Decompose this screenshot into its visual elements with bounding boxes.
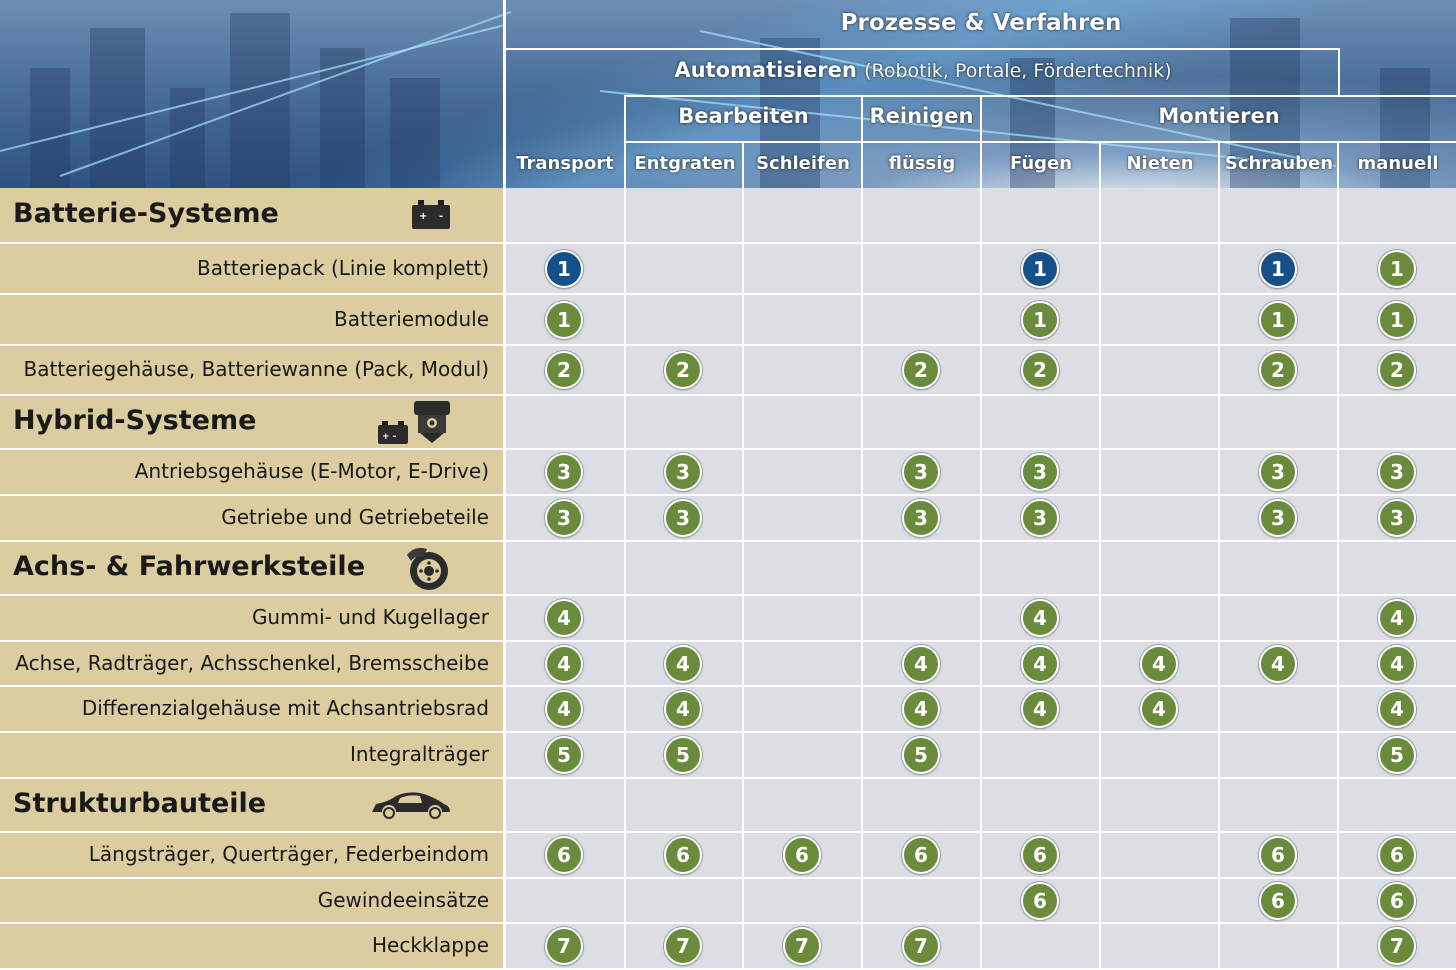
- process-marker: 6: [1021, 882, 1059, 920]
- automation-label: Automatisieren: [674, 58, 857, 82]
- column-header-4: Fügen: [1009, 153, 1073, 174]
- process-marker: 3: [1021, 453, 1059, 491]
- column-divider: [980, 188, 982, 970]
- section-header: [0, 542, 504, 596]
- group-bearbeiten: Bearbeiten: [678, 104, 809, 128]
- section-title: Hybrid-Systeme: [13, 405, 257, 436]
- process-marker: 7: [545, 927, 583, 965]
- process-marker: 2: [664, 351, 702, 389]
- process-marker: 3: [1378, 499, 1416, 537]
- row-label-text: Längsträger, Querträger, Federbeindom: [88, 842, 489, 866]
- process-marker: 4: [1259, 645, 1297, 683]
- group-reinigen: Reinigen: [869, 104, 974, 128]
- row-label-text: Gewindeeinsätze: [317, 888, 489, 912]
- section-title: Batterie-Systeme: [13, 198, 279, 229]
- svg-text:+ -: + -: [382, 432, 397, 442]
- column-header-2: Schleifen: [756, 153, 850, 174]
- column-divider: [1218, 188, 1220, 970]
- row-label-text: Antriebsgehäuse (E-Motor, E-Drive): [134, 459, 489, 483]
- svg-text:-: -: [439, 211, 444, 222]
- automation-detail: (Robotik, Portale, Fördertechnik): [864, 60, 1172, 82]
- process-marker: 4: [1378, 690, 1416, 728]
- process-marker: 3: [1259, 453, 1297, 491]
- process-marker: 4: [1378, 645, 1416, 683]
- section-header: [0, 188, 504, 244]
- process-marker: 1: [1021, 250, 1059, 288]
- process-marker: 2: [1378, 351, 1416, 389]
- process-marker: 7: [664, 927, 702, 965]
- process-marker: 4: [902, 645, 940, 683]
- table-row-label: [0, 687, 504, 733]
- column-header-6: Schrauben: [1224, 153, 1334, 174]
- process-marker: 1: [1021, 301, 1059, 339]
- process-marker: 1: [545, 250, 583, 288]
- car-body-icon: [370, 790, 452, 827]
- column-header-3: flüssig: [888, 153, 956, 174]
- process-marker: 7: [783, 927, 821, 965]
- process-marker: 3: [545, 499, 583, 537]
- process-marker: 6: [783, 836, 821, 874]
- process-marker: 7: [902, 927, 940, 965]
- process-marker: 5: [902, 736, 940, 774]
- process-marker: 3: [1259, 499, 1297, 537]
- process-marker: 5: [545, 736, 583, 774]
- row-label-text: Integralträger: [350, 742, 489, 766]
- process-marker: 4: [664, 645, 702, 683]
- table-row-label: [0, 295, 504, 346]
- label-divider: [503, 0, 506, 970]
- column-divider: [624, 188, 626, 970]
- hybrid-engine-icon: [378, 399, 452, 452]
- process-marker: 4: [1021, 599, 1059, 637]
- process-marker: 1: [1259, 301, 1297, 339]
- row-label-text: Batteriegehäuse, Batteriewanne (Pack, Modul): [23, 357, 489, 381]
- process-marker: 3: [1021, 499, 1059, 537]
- row-label-text: Batteriemodule: [334, 307, 489, 331]
- process-marker: 3: [1378, 453, 1416, 491]
- process-marker: 4: [1021, 645, 1059, 683]
- row-label-text: Getriebe und Getriebeteile: [221, 505, 489, 529]
- battery-icon: [411, 200, 451, 237]
- process-marker: 2: [1259, 351, 1297, 389]
- column-header-0: Transport: [516, 153, 614, 174]
- column-header-1: Entgraten: [634, 153, 736, 174]
- process-marker: 4: [545, 645, 583, 683]
- process-marker: 7: [1378, 927, 1416, 965]
- section-header: [0, 779, 504, 833]
- process-marker: 4: [1378, 599, 1416, 637]
- process-marker: 1: [1378, 250, 1416, 288]
- table-row-label: [0, 642, 504, 687]
- process-marker: 3: [664, 453, 702, 491]
- process-marker: 5: [1378, 736, 1416, 774]
- process-marker: 2: [902, 351, 940, 389]
- row-label-text: Gummi- und Kugellager: [251, 605, 489, 629]
- process-marker: 6: [1378, 882, 1416, 920]
- table-row-label: [0, 879, 504, 924]
- row-label-text: Achse, Radträger, Achsschenkel, Bremsscheibe: [15, 651, 489, 675]
- brake-disc-icon: [403, 545, 451, 598]
- table-row-label: [0, 596, 504, 642]
- row-label-text: Batteriepack (Linie komplett): [197, 256, 489, 280]
- table-row-label: [0, 833, 504, 879]
- table-row-label: [0, 450, 504, 496]
- column-divider: [742, 188, 744, 970]
- table-row-label: [0, 346, 504, 396]
- column-divider: [1337, 188, 1339, 970]
- process-marker: 4: [1021, 690, 1059, 728]
- process-marker: 4: [664, 690, 702, 728]
- automation-header: [506, 58, 1340, 82]
- process-marker: 4: [1140, 645, 1178, 683]
- process-marker: 3: [902, 453, 940, 491]
- process-marker: 6: [664, 836, 702, 874]
- section-title: Strukturbauteile: [13, 788, 267, 819]
- process-marker: 3: [664, 499, 702, 537]
- section-header: [0, 396, 504, 450]
- process-marker: 2: [1021, 351, 1059, 389]
- table-row-label: [0, 244, 504, 295]
- group-montieren: Montieren: [1158, 104, 1280, 128]
- header-banner: [0, 0, 1456, 188]
- process-marker: 4: [545, 690, 583, 728]
- process-marker: 3: [902, 499, 940, 537]
- process-marker: 6: [1259, 836, 1297, 874]
- table-row-label: [0, 924, 504, 970]
- process-marker: 6: [1259, 882, 1297, 920]
- process-marker: 6: [1378, 836, 1416, 874]
- process-marker: 4: [1140, 690, 1178, 728]
- column-divider: [861, 188, 863, 970]
- process-marker: 6: [902, 836, 940, 874]
- column-header-7: manuell: [1357, 153, 1439, 174]
- row-label-text: Heckklappe: [371, 933, 489, 957]
- column-header-5: Nieten: [1126, 153, 1194, 174]
- process-marker: 3: [545, 453, 583, 491]
- process-marker: 2: [545, 351, 583, 389]
- process-marker: 4: [902, 690, 940, 728]
- section-title: Achs- & Fahrwerksteile: [13, 551, 366, 582]
- process-marker: 6: [545, 836, 583, 874]
- process-marker: 1: [545, 301, 583, 339]
- row-label-text: Differenzialgehäuse mit Achsantriebsrad: [81, 696, 489, 720]
- table-row-label: [0, 496, 504, 542]
- table-row-label: [0, 733, 504, 779]
- process-marker: 6: [1021, 836, 1059, 874]
- process-marker: 4: [545, 599, 583, 637]
- svg-text:+: +: [419, 211, 428, 222]
- header-title: Prozesse & Verfahren: [840, 10, 1122, 36]
- column-divider: [1099, 188, 1101, 970]
- process-marker: 1: [1378, 301, 1416, 339]
- process-marker: 5: [664, 736, 702, 774]
- process-marker: 1: [1259, 250, 1297, 288]
